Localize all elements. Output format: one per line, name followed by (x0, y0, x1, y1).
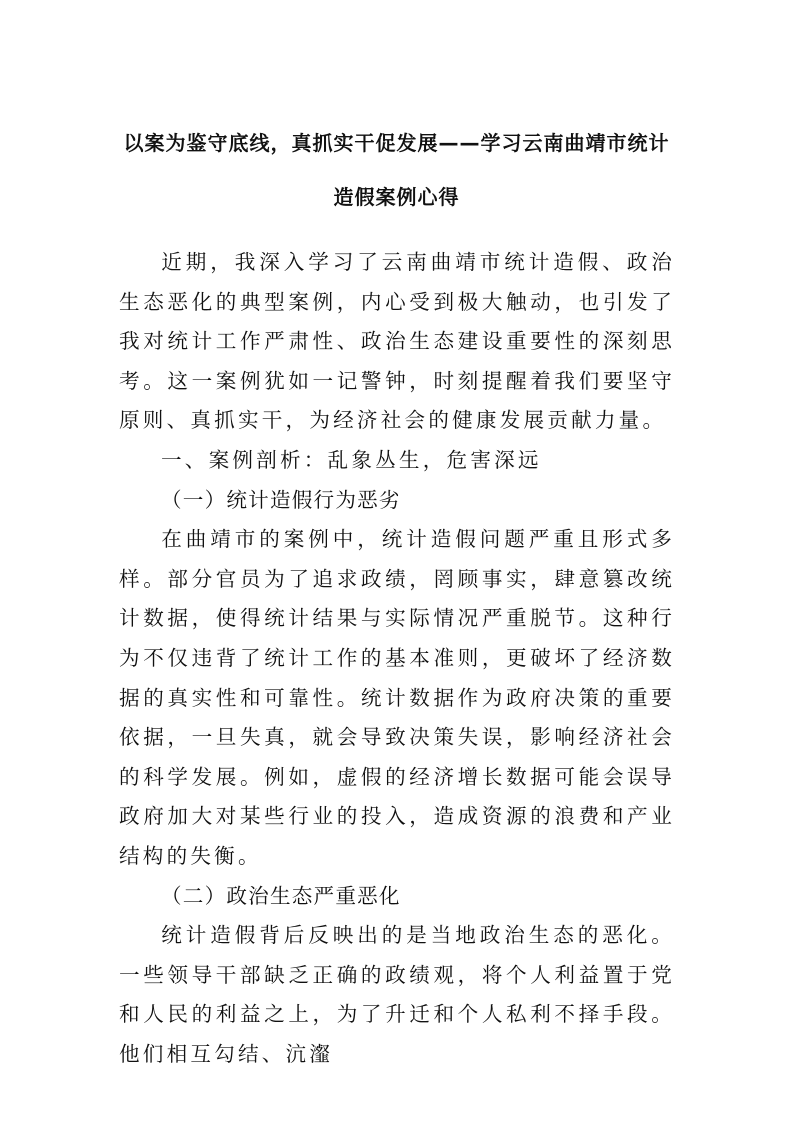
document-body (119, 243, 675, 1074)
subsection-heading-2: （二）政治生态严重恶化 (161, 883, 401, 908)
subsection-paragraph-2: 统计造假背后反映出的是当地政治生态的恶化。一些领导干部缺乏正确的政绩观，将个人利益置于党和人民的利益之上，为了升迁和个人私利不择手段。他们相互勾结、沆瀣 (119, 923, 675, 1066)
document-title-line-1: 以案为鉴守底线，真抓实干促发展——学习云南曲靖市统计 (123, 131, 670, 155)
section-heading-1: 一、案例剖析：乱象丛生，危害深远 (161, 447, 542, 472)
subsection-heading-1: （一）统计造假行为恶劣 (161, 487, 401, 512)
intro-paragraph: 近期，我深入学习了云南曲靖市统计造假、政治生态恶化的典型案例，内心受到极大触动，也引发了我对统计工作严肃性、政治生态建设重要性的深刻思考。这一案例犹如一记警钟，时刻提醒着我们要坚守原则、真抓实干，为经济社会的健康发展贡献力量。 (119, 250, 675, 433)
subsection-paragraph-1: 在曲靖市的案例中，统计造假问题严重且形式多样。部分官员为了追求政绩，罔顾事实，肆意篡改统计数据，使得统计结果与实际情况严重脱节。这种行为不仅违背了统计工作的基本准则，更破坏了经济数据的真实性和可靠性。统计数据作为政府决策的重要依据，一旦失真，就会导致决策失误，影响经济社会的科学发展。例如，虚假的经济增长数据可能会误导政府加大对某些行业的投入，造成资源的浪费和产业结构的失衡。 (119, 527, 675, 868)
document-title-line-2: 造假案例心得 (333, 185, 460, 209)
